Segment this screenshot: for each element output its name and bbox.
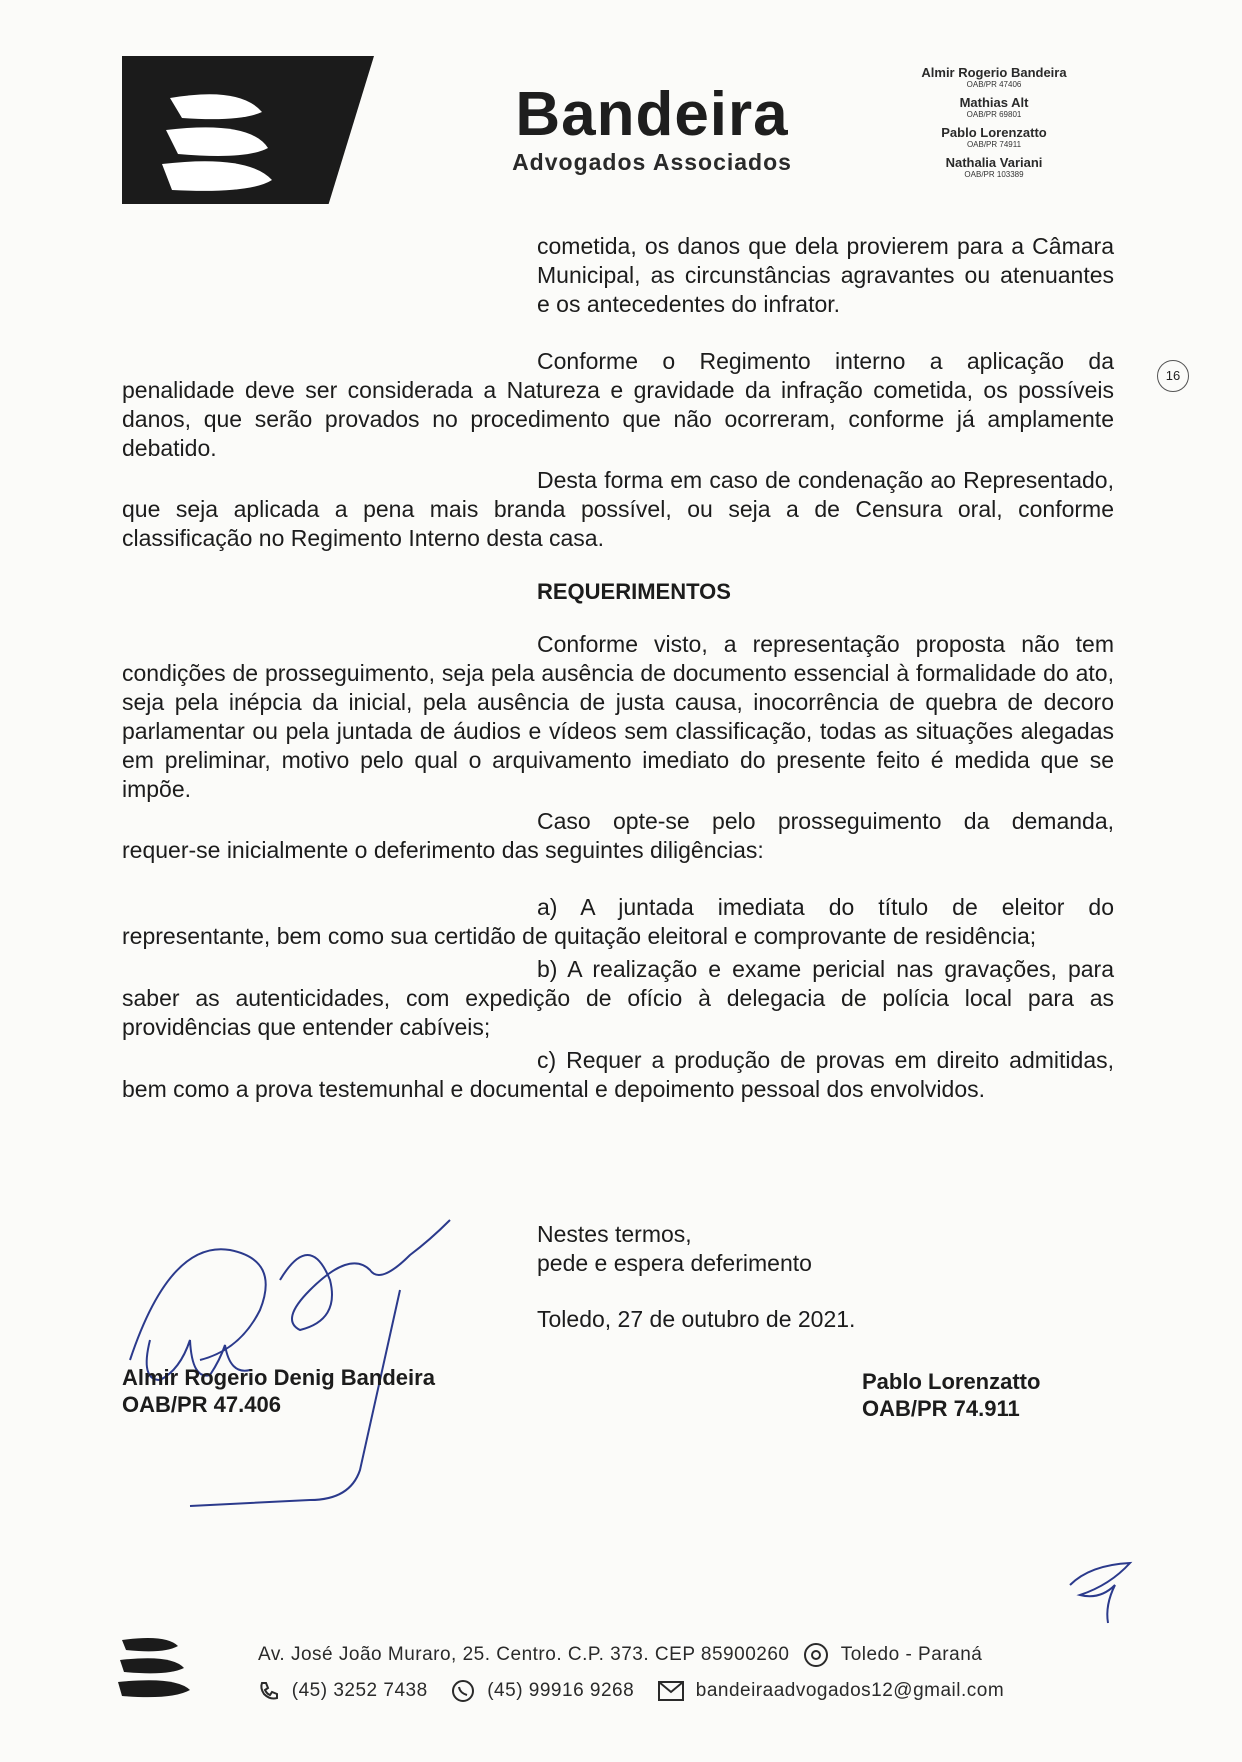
signer-oab: OAB/PR 47.406 [122, 1392, 281, 1417]
footer-contact [258, 1637, 1118, 1709]
signer-name: Almir Rogerio Denig Bandeira [122, 1365, 435, 1390]
lawyer-name: Nathalia Variani [945, 155, 1043, 170]
paragraph: Conforme o Regimento interno a aplicação da penalidade deve ser considerada a Natureza e gravidade da infração cometida, os possíveis danos, que serão provados no procedimento que não ocorreram, conforme já amplamente debatido. [122, 348, 1114, 461]
signer-name: Pablo Lorenzatto [862, 1369, 1041, 1394]
paragraph: Conforme visto, a representação proposta não tem condições de prosseguimento, seja pela ausência de documento essencial à formalidade do ato, seja pela inépcia da inicial, pela ausência de justa causa, inocorrência de quebra de decoro parlamentar ou pela juntada de áudios e vídeos sem classificação, todas as situações alegadas em preliminar, motivo pelo qual o arquivamento imediato do presente feito é medida que se impõe. [122, 631, 1114, 802]
lawyer-entry [890, 126, 1098, 149]
lawyer-entry [890, 96, 1098, 119]
lawyer-oab: OAB/PR 74911 [966, 140, 1022, 149]
signature-block-right [862, 1368, 1040, 1422]
closing-line: pede e espera deferimento [537, 1250, 812, 1276]
footer-whatsapp: (45) 99916 9268 [487, 1680, 635, 1701]
signature-block-left [122, 1364, 435, 1418]
paragraph: cometida, os danos que dela provierem para a Câmara Municipal, as circunstâncias agravantes ou atenuantes e os antecedentes do infrator. [537, 233, 1114, 317]
lawyer-oab: OAB/PR 47406 [966, 80, 1022, 89]
brand-name: Bandeira [515, 80, 789, 149]
lawyer-name: Almir Rogerio Bandeira [921, 65, 1067, 80]
document-body [122, 232, 1114, 1104]
phone-icon [258, 1680, 280, 1702]
lawyer-list [890, 66, 1098, 186]
closing-line: Nestes termos, [537, 1221, 692, 1247]
handwritten-signature [110, 1210, 510, 1510]
lawyer-entry [890, 156, 1098, 179]
footer-email: bandeiraadvogados12@gmail.com [695, 1680, 1005, 1701]
footer-address-row [258, 1637, 1118, 1673]
footer-logo-icon [116, 1632, 196, 1702]
footer-contact-row [258, 1673, 1118, 1709]
header-logo-block [122, 56, 374, 204]
signer-oab: OAB/PR 74.911 [862, 1396, 1020, 1421]
request-item-a: a) A juntada imediata do título de eleitor do representante, bem como sua certidão de quitação eleitoral e comprovante de residência; [122, 894, 1114, 949]
page-number-stamp: 16 [1157, 360, 1189, 392]
paragraph: Desta forma em caso de condenação ao Representado, que seja aplicada a pena mais branda possível, ou seja a de Censura oral, conforme classificação no Regimento Interno desta casa. [122, 467, 1114, 551]
request-item-c: c) Requer a produção de provas em direito admitidas, bem como a prova testemunhal e documental e depoimento pessoal dos envolvidos. [122, 1047, 1114, 1102]
lawyer-name: Pablo Lorenzatto [941, 125, 1047, 140]
brand-subtitle: Advogados Associados [512, 149, 792, 175]
section-heading: REQUERIMENTOS [537, 579, 731, 604]
paragraph: Caso opte-se pelo prosseguimento da demanda, requer-se inicialmente o deferimento das seguintes diligências: [122, 808, 1114, 863]
lawyer-name: Mathias Alt [959, 95, 1029, 110]
location-pin-icon [803, 1642, 829, 1668]
lawyer-oab: OAB/PR 69801 [966, 110, 1022, 119]
email-icon [658, 1681, 684, 1701]
bandeira-b-logo-icon [122, 56, 322, 204]
city-date: Toledo, 27 de outubro de 2021. [537, 1306, 856, 1332]
footer-address: Av. José João Muraro, 25. Centro. C.P. 373. CEP 85900260 [258, 1644, 790, 1665]
closing-formula [537, 1220, 812, 1278]
whatsapp-icon [451, 1679, 475, 1703]
footer-phone: (45) 3252 7438 [291, 1680, 428, 1701]
request-item-b: b) A realização e exame pericial nas gravações, para saber as autenticidades, com expedição de ofício à delegacia de polícia local para as providências que entender cabíveis; [122, 956, 1114, 1040]
footer-city: Toledo - Paraná [840, 1644, 983, 1665]
handwritten-initials [1060, 1555, 1140, 1625]
lawyer-oab: OAB/PR 103389 [964, 170, 1024, 179]
brand [502, 82, 802, 176]
lawyer-entry [890, 66, 1098, 89]
